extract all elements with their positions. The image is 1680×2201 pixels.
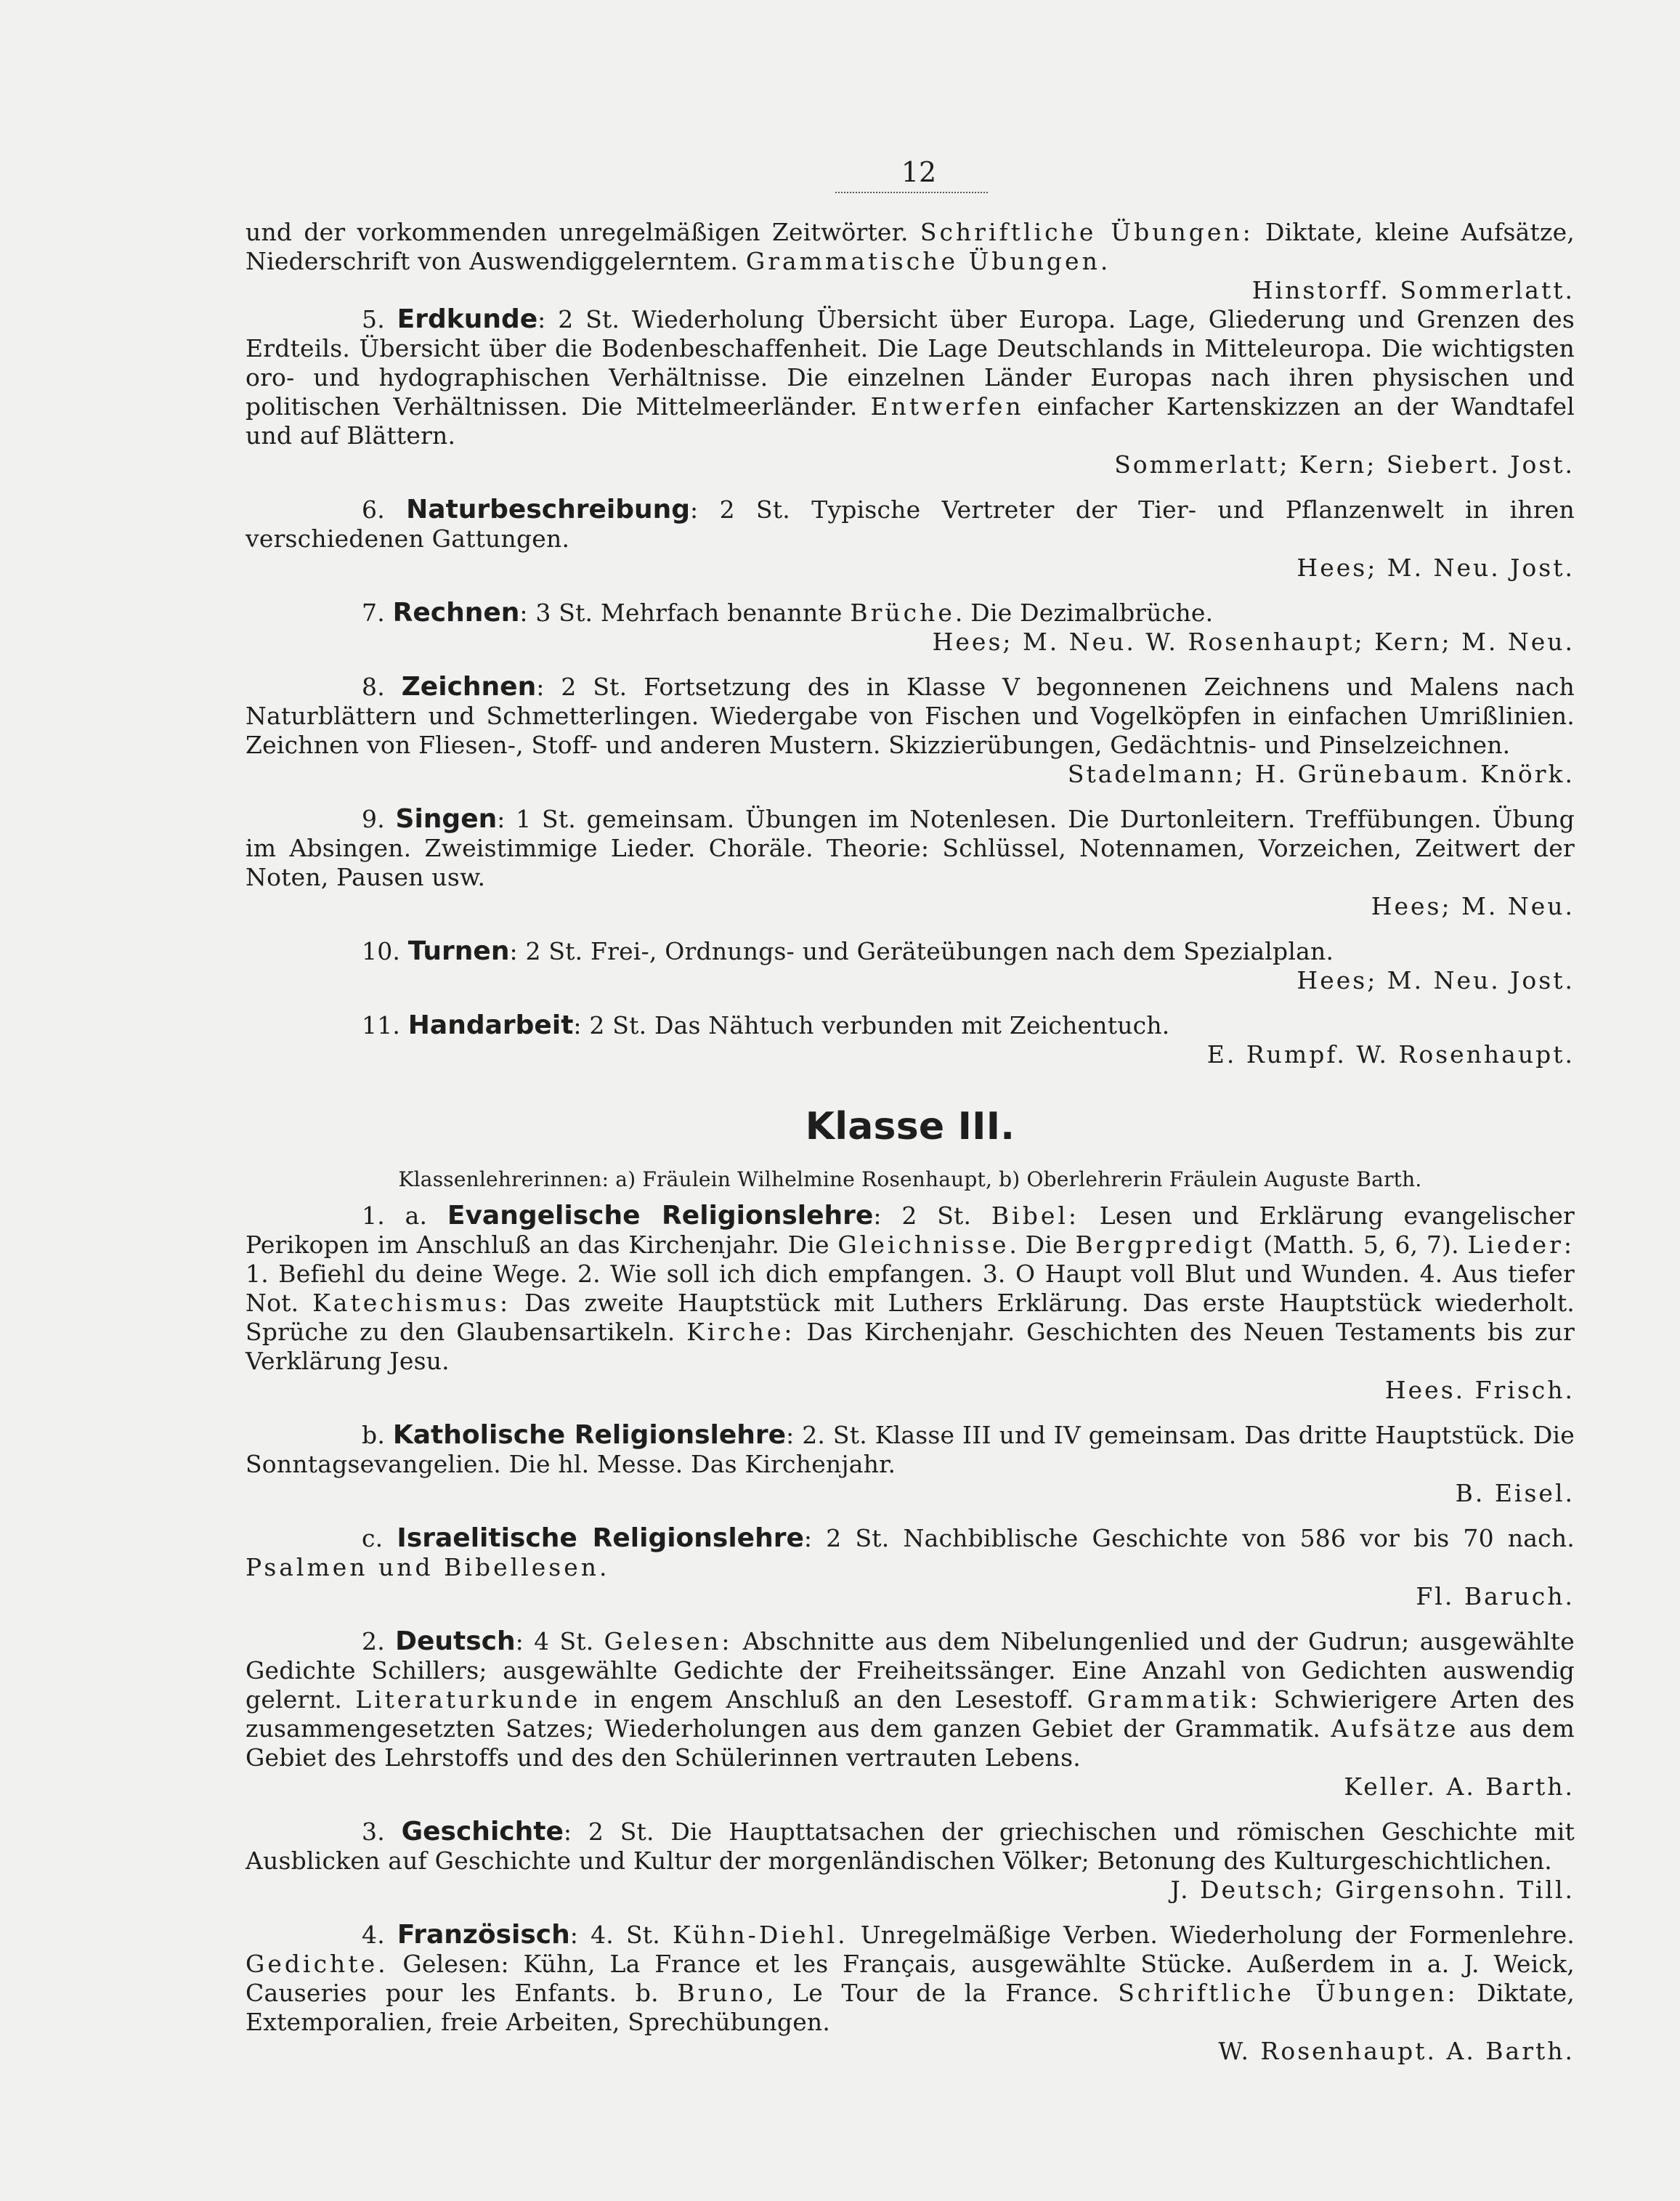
item-number: 4. bbox=[362, 1921, 385, 1949]
text-span: : 2 St. Nachbiblische Geschichte von 586 vor bis 70 nach. bbox=[803, 1524, 1575, 1552]
item-number: 7. bbox=[362, 599, 385, 627]
item-number: 3. bbox=[362, 1817, 385, 1846]
text-span: : 4. St. bbox=[569, 1921, 660, 1949]
subject-title: Erdkunde bbox=[397, 304, 538, 334]
subject-title: Handarbeit bbox=[407, 1010, 574, 1040]
paragraph-rechnen bbox=[245, 599, 1575, 628]
item-number: 10. bbox=[362, 937, 401, 965]
spacer bbox=[245, 657, 1575, 673]
spacer bbox=[245, 921, 1575, 937]
spacer bbox=[245, 1905, 1575, 1921]
page-number-rule bbox=[835, 192, 988, 193]
item-number: 6. bbox=[362, 495, 385, 524]
text-span: : 3 St. Mehrfach benannte bbox=[519, 599, 843, 627]
item-number: 5. bbox=[362, 305, 385, 333]
spaced-term: Bruno bbox=[677, 1979, 766, 2007]
class-teachers-line: Klassenlehrerinnen: a) Fräulein Wilhelmine Rosenhaupt, b) Oberlehrerin Fräulein Auguste Barth. bbox=[398, 1167, 1422, 1191]
teacher-line: W. Rosenhaupt. A. Barth. bbox=[1218, 2037, 1575, 2065]
spaced-term: Aufsätze bbox=[1331, 1714, 1459, 1743]
teacher-line: Fl. Baruch. bbox=[1416, 1582, 1575, 1610]
text-span: : 2. St. Klasse III und IV gemeinsam. Das dritte Hauptstück. Die Sonntagsevangelien. Die hl. Messe. Das Kirchenjahr. bbox=[245, 1421, 1575, 1478]
spaced-term: Brüche bbox=[850, 599, 955, 627]
subject-title: Deutsch bbox=[395, 1626, 516, 1656]
text-span: , Le Tour de la France. bbox=[766, 1979, 1100, 2007]
teacher-line: Hees; M. Neu. bbox=[1371, 892, 1575, 920]
spacer bbox=[245, 789, 1575, 805]
paragraph-zeichnen bbox=[245, 673, 1575, 760]
paragraph-katholisch bbox=[245, 1421, 1575, 1479]
text-span: einfacher Kartenskizzen an der Wandtafel und auf Blättern. bbox=[245, 392, 1575, 450]
teacher-line: Stadelmann; H. Grünebaum. Knörk. bbox=[1067, 760, 1575, 788]
text-span: Unregelmäßige Verben. Wiederholung der Formenlehre. bbox=[860, 1921, 1575, 1949]
teacher-line: Sommerlatt; Kern; Siebert. Jost. bbox=[1114, 450, 1575, 479]
item-number: c. bbox=[362, 1524, 384, 1552]
spacer bbox=[245, 1405, 1575, 1421]
paragraph-naturbeschreibung bbox=[245, 495, 1575, 554]
teacher-line: Hees; M. Neu. Jost. bbox=[1296, 966, 1575, 994]
text-span: aus dem Gebiet des Lehrstoffs und des den Schülerinnen vertrauten Lebens. bbox=[245, 1714, 1575, 1772]
text-span: (Matth. 5, 6, 7). bbox=[1263, 1231, 1459, 1259]
spaced-term: Kirche: bbox=[686, 1318, 795, 1346]
spacer bbox=[245, 1611, 1575, 1627]
text-span: . Die bbox=[1009, 1231, 1067, 1259]
text-span: Lesen und Erklärung evangelischer Perikopen im Anschluß an das Kirchenjahr. Die bbox=[245, 1201, 1575, 1259]
text-span: : 2 St. Fortsetzung des in Klasse V begonnenen Zeichnens und Malens nach Naturblättern und Schmetterlingen. Wiedergabe von Fischen und Vogelköpfen in einfachen Umrißlinien. Zeichnen von Fliesen-, Stoff- und anderen Mustern. Skizzierübungen, Gedächtnis- und Pinselzeichnen. bbox=[245, 673, 1575, 759]
teacher-line: B. Eisel. bbox=[1455, 1479, 1575, 1507]
paragraph-evangelisch bbox=[245, 1201, 1575, 1376]
text-span: Das zweite Hauptstück mit Luthers Erklärung. Das erste Hauptstück wiederholt. Sprüche zu den Glaubensartikeln. bbox=[245, 1289, 1575, 1346]
subject-title: Naturbeschreibung bbox=[406, 495, 691, 524]
paragraph-turnen bbox=[245, 937, 1575, 966]
spaced-term: Gelesen: bbox=[604, 1627, 733, 1655]
text-span: : 2 St. Die Haupttatsachen der griechischen und römischen Geschichte mit Ausblicken auf Geschichte und Kultur der morgenländischen Völker; Betonung des Kulturgeschichtlichen. bbox=[245, 1817, 1575, 1875]
spaced-term: Literaturkunde bbox=[355, 1685, 581, 1714]
teacher-line: E. Rumpf. W. Rosenhaupt. bbox=[1206, 1040, 1575, 1069]
subject-title: Evangelische Religionslehre bbox=[447, 1201, 874, 1231]
spaced-term: Bergpredigt bbox=[1075, 1231, 1255, 1259]
spaced-term: Psalmen und Bibellesen. bbox=[245, 1553, 610, 1581]
item-number: 9. bbox=[362, 805, 385, 833]
paragraph-continuation bbox=[245, 218, 1575, 276]
body-text bbox=[245, 218, 1575, 2066]
text-span: : 2 St. Frei-, Ordnungs- und Geräteübungen nach dem Spezialplan. bbox=[509, 937, 1334, 965]
subject-title: Katholische Religionslehre bbox=[392, 1420, 787, 1450]
teacher-line: Hinstorff. Sommerlatt. bbox=[1251, 276, 1575, 304]
spacer bbox=[245, 583, 1575, 599]
text-span: Das Kirchenjahr. Geschichten des Neuen Testaments bis zur Verklärung Jesu. bbox=[245, 1318, 1575, 1375]
paragraph-handarbeit bbox=[245, 1011, 1575, 1040]
paragraph-singen bbox=[245, 805, 1575, 892]
spaced-term: Grammatische Übungen. bbox=[745, 247, 1111, 275]
section-heading: Klasse III. bbox=[805, 1105, 1015, 1148]
teacher-line: J. Deutsch; Girgensohn. Till. bbox=[1170, 1876, 1575, 1904]
text-span: : 2 St. Wiederholung Übersicht über Europa. Lage, Gliederung und Grenzen des Erdteils. Übersicht über die Bodenbeschaffenheit. Die Lage Deutschlands in Mitteleuropa. Die wichtigsten oro- und hydographischen Verhältnisse. Die einzelnen Länder Europas nach ihren physischen und politischen Verhältnissen. Die Mittelmeerländer. bbox=[245, 305, 1575, 421]
text-span: und der vorkommenden unregelmäßigen Zeitwörter. bbox=[245, 218, 909, 246]
spaced-term: Katechismus: bbox=[312, 1289, 511, 1317]
subject-title: Französisch bbox=[397, 1920, 570, 1950]
teacher-line: Hees; M. Neu. W. Rosenhaupt; Kern; M. Neu. bbox=[932, 628, 1575, 656]
item-number: 1. a. bbox=[362, 1201, 428, 1230]
text-span: Abschnitte aus dem Nibelungenlied und der Gudrun; ausgewählte Gedichte Schillers; ausgewählte Gedichte der Freiheitssänger. Eine Anzahl von Gedichten auswendig gelernt. bbox=[245, 1627, 1575, 1714]
spacer bbox=[245, 479, 1575, 495]
item-number: 2. bbox=[362, 1627, 385, 1655]
text-span: : 2 St. Das Nähtuch verbunden mit Zeichentuch. bbox=[573, 1011, 1170, 1039]
text-span: 1. Befiehl du deine Wege. 2. Wie soll ich dich empfangen. 3. O Haupt voll Blut und Wunden. 4. Aus tiefer Not. bbox=[245, 1260, 1575, 1317]
subject-title: Singen bbox=[395, 804, 498, 834]
spaced-term: Lieder: bbox=[1467, 1231, 1575, 1259]
page-number: 12 bbox=[901, 156, 937, 188]
item-number: b. bbox=[362, 1421, 386, 1449]
text-span: . Die Dezimalbrüche. bbox=[954, 599, 1214, 627]
subject-title: Zeichnen bbox=[401, 672, 537, 702]
spaced-term: Gedichte. bbox=[245, 1950, 389, 1978]
teacher-line: Hees. Frisch. bbox=[1384, 1376, 1575, 1404]
paragraph-israelitisch bbox=[245, 1524, 1575, 1582]
subject-title: Israelitische Religionslehre bbox=[397, 1523, 804, 1553]
paragraph-erdkunde bbox=[245, 305, 1575, 450]
spaced-term: Schriftliche Übungen: bbox=[920, 218, 1254, 246]
text-span: : 2 St. Typische Vertreter der Tier- und Pflanzenwelt in ihren verschiedenen Gattungen. bbox=[245, 495, 1575, 553]
text-span: : 2 St. bbox=[873, 1201, 972, 1230]
subject-title: Turnen bbox=[407, 936, 510, 966]
item-number: 8. bbox=[362, 673, 385, 701]
paragraph-deutsch bbox=[245, 1627, 1575, 1772]
subject-title: Geschichte bbox=[401, 1817, 564, 1847]
item-number: 11. bbox=[362, 1011, 401, 1039]
subject-title: Rechnen bbox=[392, 598, 520, 628]
spacer bbox=[245, 1801, 1575, 1817]
teacher-line: Keller. A. Barth. bbox=[1344, 1772, 1575, 1801]
text-span: Diktate, Extemporalien, freie Arbeiten, Sprechübungen. bbox=[245, 1979, 1575, 2036]
text-span: Diktate, kleine Aufsätze, Niederschrift von Auswendiggelerntem. bbox=[245, 218, 1575, 275]
spaced-term: Bibel: bbox=[991, 1201, 1080, 1230]
text-span: in engem Anschluß an den Lesestoff. bbox=[593, 1685, 1074, 1714]
paragraph-franzoesisch bbox=[245, 1921, 1575, 2037]
spaced-term: Entwerfen bbox=[870, 392, 1024, 421]
text-span: : 1 St. gemeinsam. Übungen im Notenlesen. Die Durtonleitern. Treffübungen. Übung im Absingen. Zweistimmige Lieder. Choräle. Theorie: Schlüssel, Notennamen, Vorzeichen, Zeitwert der Noten, Pausen usw. bbox=[245, 805, 1575, 891]
paragraph-geschichte bbox=[245, 1817, 1575, 1876]
spaced-term: Kühn-Diehl. bbox=[672, 1921, 848, 1949]
spaced-term: Schriftliche Übungen: bbox=[1118, 1979, 1458, 2007]
spacer bbox=[245, 995, 1575, 1011]
text-span: : 4 St. bbox=[515, 1627, 594, 1655]
spaced-term: Grammatik: bbox=[1087, 1685, 1261, 1714]
teacher-line: Hees; M. Neu. Jost. bbox=[1296, 554, 1575, 582]
spacer bbox=[245, 1508, 1575, 1524]
text-span: Schwierigere Arten des zusammengesetzten Satzes; Wiederholungen aus dem ganzen Gebiet der Grammatik. bbox=[245, 1685, 1575, 1743]
spaced-term: Gleichnisse bbox=[837, 1231, 1010, 1259]
text-span: Gelesen: Kühn, La France et les Français, ausgewählte Stücke. Außerdem in a. J. Weick, Causeries pour les Enfants. b. bbox=[245, 1950, 1575, 2007]
